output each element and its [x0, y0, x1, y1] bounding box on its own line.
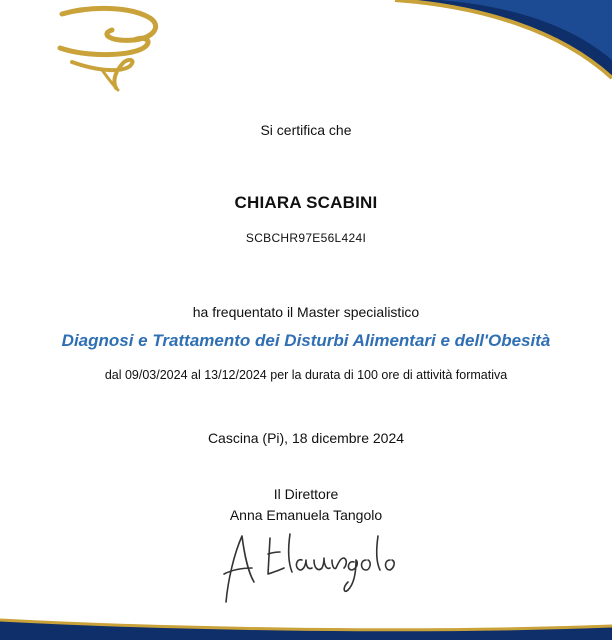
signer-role: Il Direttore	[273, 486, 339, 502]
recipient-name: CHIARA SCABINI	[234, 193, 378, 212]
attended-statement: ha frequentato il Master specialistico	[192, 304, 420, 320]
course-title: Diagnosi e Trattamento dei Disturbi Alimentari e dell'Obesità	[61, 331, 551, 350]
signature-text: A Elaungolo	[218, 524, 224, 525]
certification-intro: Si certifica che	[260, 122, 352, 138]
place-and-date: Cascina (Pi), 18 dicembre 2024	[207, 430, 405, 446]
course-period: dal 09/03/2024 al 13/12/2024 per la durata di 100 ore di attività formativa	[104, 368, 508, 382]
handwritten-signature-icon	[218, 524, 398, 606]
fiscal-code: SCBCHR97E56L424I	[245, 231, 367, 245]
signer-name: Anna Emanuela Tangolo	[229, 507, 383, 523]
top-right-corner-decoration	[0, 0, 612, 100]
